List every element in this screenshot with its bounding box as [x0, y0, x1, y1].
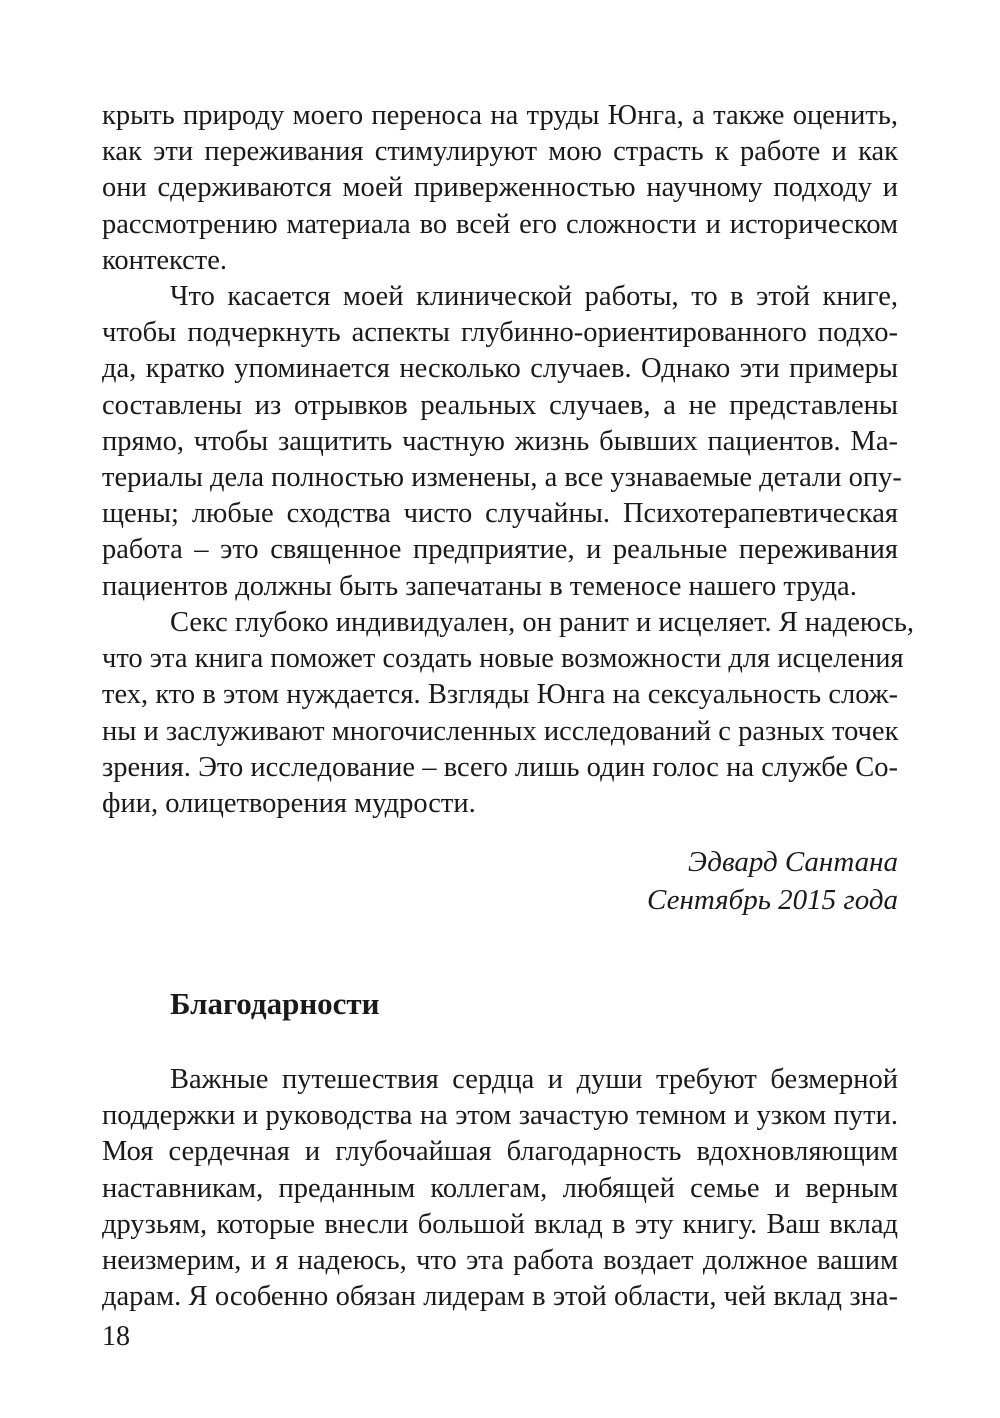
- paragraph-continuation: [102, 98, 898, 279]
- text-line: что эта книга поможет создать новые возможности для исцеления: [102, 643, 904, 675]
- text-line: друзьям, которые внесли большой вклад в эту книгу. Ваш вклад: [102, 1208, 898, 1240]
- text-line: составлены из отрывков реальных случаев, а не представлены: [102, 389, 898, 421]
- signature-author: Эдвард Сантана: [687, 846, 898, 878]
- section-heading: Благодарности: [170, 986, 380, 1021]
- paragraph-acknowledgements: [102, 1062, 898, 1315]
- signature-date: Сентябрь 2015 года: [647, 884, 898, 916]
- text-line: чтобы подчеркнуть аспекты глубинно-ориентированного подхо-: [102, 317, 898, 349]
- text-line: дарам. Я особенно обязан лидерам в этой области, чей вклад зна-: [102, 1281, 898, 1313]
- text-line: Моя сердечная и глубочайшая благодарность вдохновляющим: [102, 1136, 898, 1168]
- page-number: 18: [102, 1321, 130, 1352]
- text-line: Важные путешествия сердца и души требуют безмерной: [170, 1064, 898, 1095]
- text-line: контексте.: [102, 244, 228, 276]
- text-line: да, кратко упоминается несколько случаев. Однако эти примеры: [102, 353, 898, 385]
- text-line: они сдерживаются моей приверженностью научному подходу и: [102, 172, 898, 204]
- text-line: неизмерим, и я надеюсь, что эта работа воздает должное вашим: [102, 1244, 898, 1276]
- text-line: ны и заслуживают многочисленных исследований с разных точек: [102, 715, 899, 747]
- text-line: прямо, чтобы защитить частную жизнь бывших пациентов. Ма-: [102, 425, 898, 457]
- paragraph-sex-individual: [102, 605, 914, 822]
- author-signature: [647, 843, 898, 919]
- text-line: наставникам, преданным коллегам, любящей семье и верным: [102, 1172, 898, 1204]
- text-line: Секс глубоко индивидуален, он ранит и исцеляет. Я надеюсь,: [170, 607, 914, 638]
- text-line: териалы дела полностью изменены, а все узнаваемые детали опу-: [102, 461, 902, 493]
- text-line: рассмотрению материала во всей его сложности и историческом: [102, 208, 898, 240]
- text-line: фии, олицетворения мудрости.: [102, 787, 476, 819]
- text-line: щены; любые сходства чисто случайны. Психотерапевтическая: [102, 498, 898, 530]
- text-line: зрения. Это исследование – всего лишь один голос на службе Со-: [102, 751, 898, 783]
- text-line: поддержки и руководства на этом зачастую темном и узком пути.: [102, 1100, 898, 1132]
- text-line: крыть природу моего переноса на труды Юнга, а также оценить,: [102, 100, 898, 131]
- text-line: как эти переживания стимулируют мою страсть к работе и как: [102, 136, 898, 168]
- text-line: пациентов должны быть запечатаны в теменосе нашего труда.: [102, 570, 857, 602]
- text-line: тех, кто в этом нуждается. Взгляды Юнга на сексуальность слож-: [102, 679, 898, 711]
- text-line: работа – это священное предприятие, и реальные переживания: [102, 534, 898, 566]
- text-line: Что касается моей клинической работы, то в этой книге,: [170, 281, 898, 312]
- paragraph-clinical-work: [102, 279, 902, 605]
